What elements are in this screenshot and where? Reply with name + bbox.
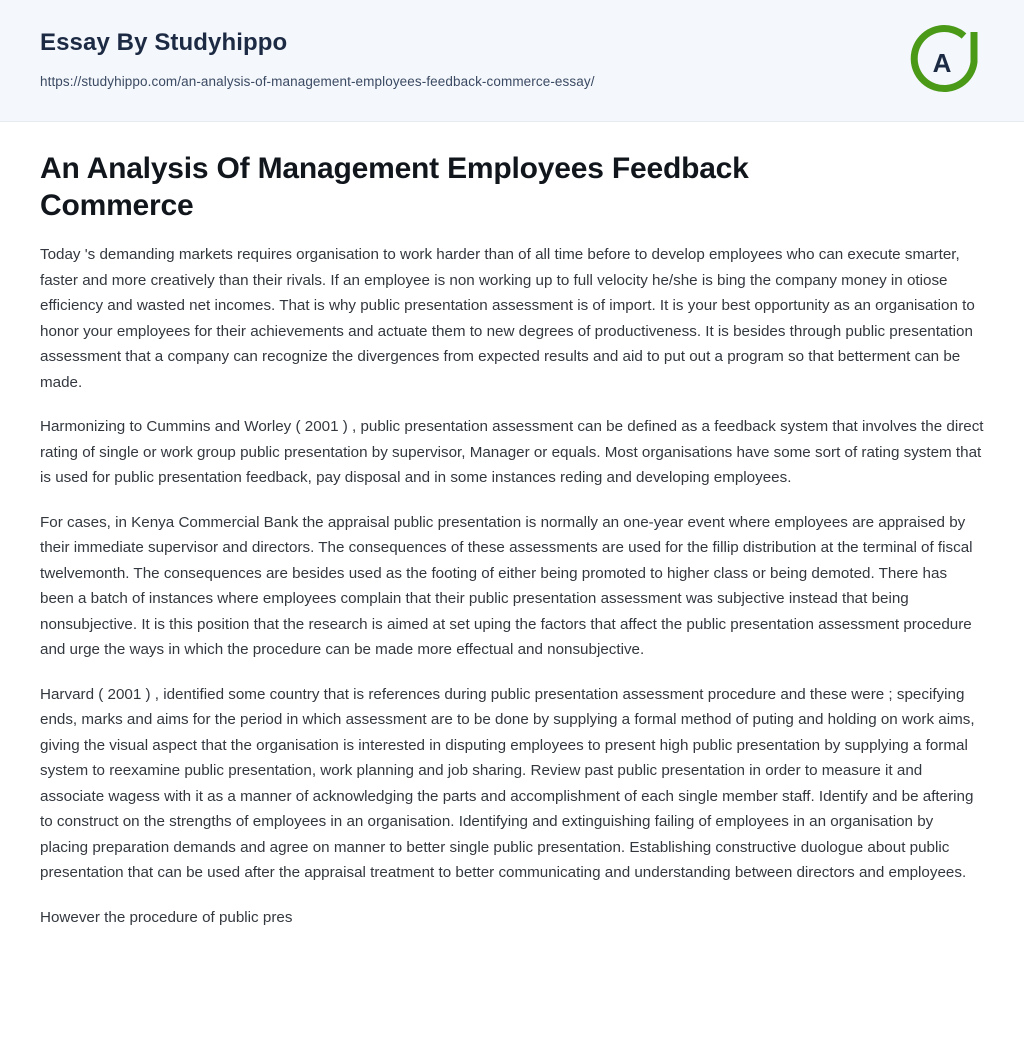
article-paragraph: However the procedure of public pres xyxy=(40,908,293,926)
site-header xyxy=(0,0,1024,122)
studyhippo-logo-icon xyxy=(902,20,986,104)
article-paragraph: Today 's demanding markets requires organisation to work harder than of all time before to develop employees who can execute smarter, faster and more creatively than their rivals. If an employee is non working up to full velocity he/she is bing the company money in otiose efficiency and wasted net incomes. That is why public presentation assessment is of import. It is your best opportunity as an organisation to honor your employees for their achievements and actuate them to new degrees of productiveness. It is besides through public presentation assessment that a company can recognize the divergences from expected results and aid to put out a program so that betterment can be made. xyxy=(40,246,975,391)
svg-text:A: A xyxy=(932,48,952,78)
page-title: An Analysis Of Management Employees Feedback Commerce xyxy=(40,152,749,222)
article-paragraph: For cases, in Kenya Commercial Bank the appraisal public presentation is normally an one-year event where employees are appraised by their immediate supervisor and directors. The consequences of these assessments are used for the fillip distribution at the terminal of fiscal twelvemonth. The consequences are besides used as the footing of either being promoted to higher class or being demoted. There has been a batch of instances where employees complain that their public presentation assessment was subjective instead that being nonsubjective. It is this position that the research is aimed at set uping the factors that affect the public presentation assessment procedure and urge the ways in which the procedure can be made more effectual and nonsubjective. xyxy=(40,513,973,658)
site-title: Essay By Studyhippo xyxy=(40,29,288,56)
article-body xyxy=(0,122,1024,930)
article-paragraph: Harmonizing to Cummins and Worley ( 2001 ) , public presentation assessment can be defined as a feedback system that involves the direct rating of single or work group public presentation by supervisor, Manager or equals. Most organisations have some sort of rating system that is used for public presentation feedback, pay disposal and in some instances reding and developing employees. xyxy=(40,418,984,486)
article-paragraph: Harvard ( 2001 ) , identified some country that is references during public presentation assessment procedure and these were ; specifying ends, marks and aims for the period in which assessment are to be done by supplying a formal method of puting and holding on work aims, giving the visual aspect that the organisation is interested in disputing employees to present high public presentation by supplying a formal system to reexamine public presentation, work planning and job sharing. Review past public presentation in order to measure it and associate wagess with it as a manner of acknowledging the parts and accomplishment of each single member staff. Identify and be aftering to construct on the strengths of employees in an organisation. Identifying and extinguishing failing of employees in an organisation by placing preparation demands and agree on manner to better single public presentation. Establishing constructive duologue about public presentation that can be used after the appraisal treatment to better communicating and understanding between directors and employees. xyxy=(40,685,975,881)
article-url-link[interactable]: https://studyhippo.com/an-analysis-of-management-employees-feedback-commerce-essay/ xyxy=(40,74,595,89)
